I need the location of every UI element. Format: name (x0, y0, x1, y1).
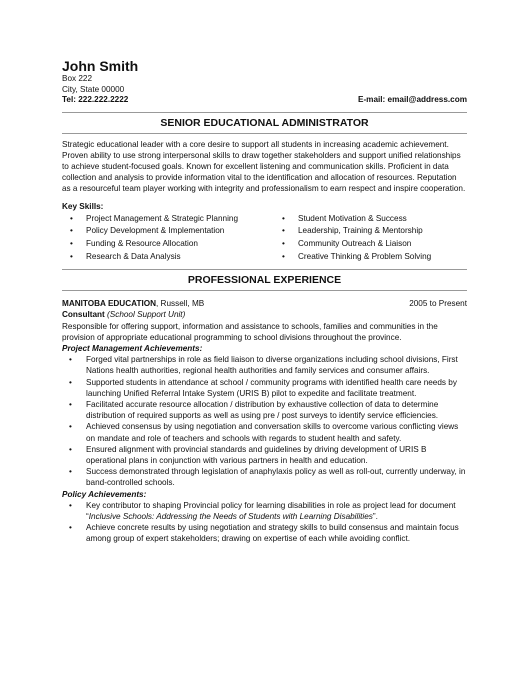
employer-name: MANITOBA EDUCATION (62, 299, 156, 309)
skill-item: • Policy Development & Implementation (62, 225, 274, 238)
skills-heading: Key Skills: (62, 201, 104, 211)
achievement-item: • Achieve concrete results by using negotiation and strategy skills to build consensus and maintain focus among group of expert stakeholders; drawing on expertise of each while avoiding conflict. (62, 522, 467, 544)
divider (62, 133, 467, 134)
contact-row (62, 95, 467, 106)
achievement-item: • Achieved consensus by using negotiation and conversation skills to overcome various conflicting views on mandate and role of teachers and schools with regards to student health and safety. (62, 421, 467, 443)
divider (62, 112, 467, 113)
experience-title: PROFESSIONAL EXPERIENCE (187, 274, 342, 287)
skill-item: • Leadership, Training & Mentorship (274, 225, 431, 238)
candidate-name: John Smith (62, 58, 139, 74)
skills-left-column (62, 213, 274, 263)
policy-achievements-list (62, 500, 467, 545)
skill-item: • Project Management & Strategic Planning (62, 213, 274, 226)
address-line-1: Box 222 (62, 74, 93, 83)
policy-item-text: Key contributor to shaping Provincial policy for learning disabilities in role as project lead for document “ (86, 500, 456, 521)
achievement-item: • Facilitated accurate resource allocation / distribution by exhaustive collection of data to determine distribution of required supports as well as using pre / post surveys to identify service efficiencies. (62, 399, 467, 421)
email-address: E-mail: email@address.com (357, 95, 467, 104)
policy-achievements-heading: Policy Achievements: (62, 489, 147, 499)
achievement-item: • Forged vital partnerships in role as field liaison to diverse organizations including school divisions, First Nations health authorities, regional health authorities and family services and consumer affairs. (62, 354, 467, 376)
role-title: Consultant (62, 310, 105, 320)
skills-right-column (274, 213, 431, 263)
pm-achievements-heading: Project Management Achievements: (62, 343, 203, 353)
policy-item-text: ”. (372, 511, 378, 521)
skill-item: • Funding & Resource Allocation (62, 238, 274, 251)
role-note: (School Support Unit) (104, 310, 186, 320)
summary-paragraph: Strategic educational leader with a core desire to support all students in increasing academic achievement. Proven ability to use strong interpersonal skills to draw together stakeholders and support unified relationships to achieve student-focused goals. Known for excellent listening and communication skills. Proficient in data collection and analysis to provide information vital to the identification and allocation of resources. Reputation as a resourceful team player working with integrity and professionalism to earn respect and inspire cooperation. (62, 139, 466, 194)
resume-header (62, 58, 467, 106)
role-line (62, 309, 467, 320)
document-title: Inclusive Schools: Addressing the Needs of Students with Learning Disabilities (88, 511, 373, 521)
job-dates: 2005 to Present (409, 299, 467, 309)
employer-location: , Russell, MB (156, 299, 205, 309)
skill-item: • Creative Thinking & Problem Solving (274, 251, 431, 264)
achievement-item: • Ensured alignment with provincial standards and guidelines by driving development of URIS B operational plans in conjunction with various partners in health and education. (62, 444, 467, 466)
divider (62, 269, 467, 270)
divider (62, 290, 467, 291)
achievement-item: • Supported students in attendance at school / community programs with identified health care needs by launching Unified Referral Intake System (URIS B) pilot to expedite and facilitate treatment. (62, 377, 467, 399)
skill-item: • Student Motivation & Success (274, 213, 431, 226)
phone-number: Tel: 222.222.2222 (62, 95, 129, 104)
achievement-item: • Success demonstrated through legislation of anaphylaxis policy as well as roll-out, currently underway, in band-controlled schools. (62, 466, 467, 488)
address-line-2: City, State 00000 (62, 84, 125, 94)
skill-item: • Community Outreach & Liaison (274, 238, 431, 251)
job-description: Responsible for offering support, information and assistance to schools, families and communities in the provision of appropriate educational programming to school divisions throughout the province. (62, 321, 438, 342)
job-header-row (62, 298, 467, 309)
skill-item: • Research & Data Analysis (62, 251, 274, 264)
skills-grid (62, 213, 467, 263)
employer-line (62, 298, 204, 309)
pm-achievements-list (62, 354, 467, 488)
achievement-item (62, 500, 467, 522)
headline: SENIOR EDUCATIONAL ADMINISTRATOR (160, 116, 369, 129)
